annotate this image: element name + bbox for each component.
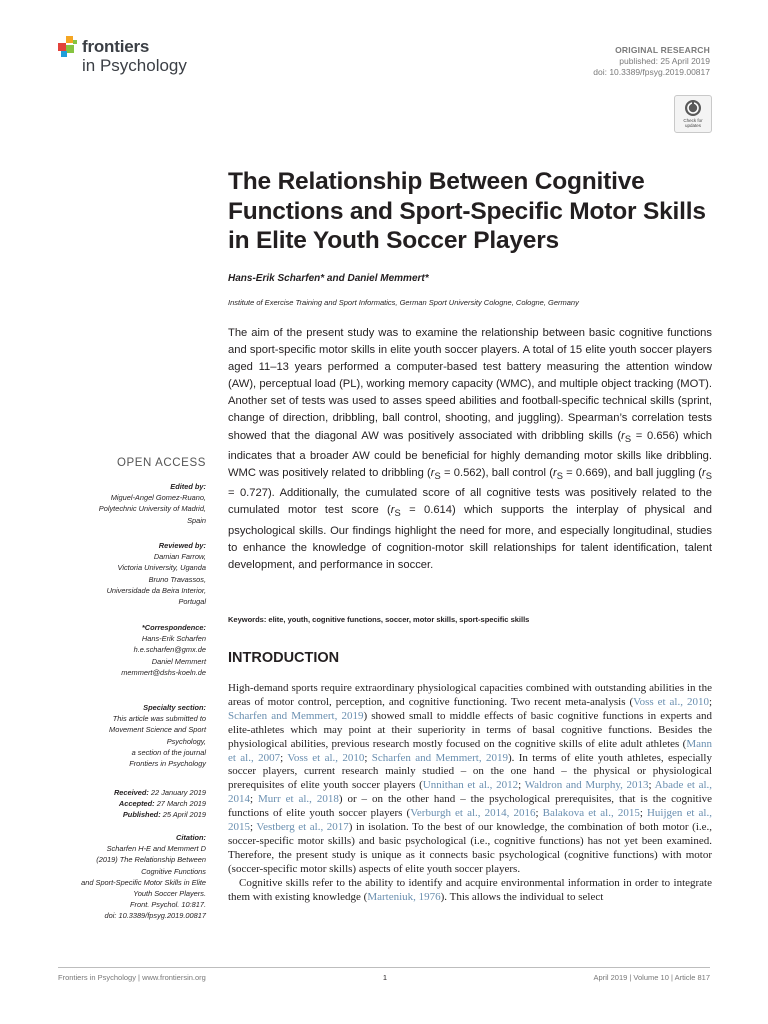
check-updates-icon — [684, 99, 702, 117]
check-badge-label: Check for updates — [683, 118, 703, 128]
citation-link[interactable]: Verburgh et al., 2014, 2016 — [410, 807, 536, 820]
citation-link[interactable]: Huijgen et al., 2015 — [228, 807, 712, 834]
specialty-section-text: This article was submitted to Movement Science and Sport Psychology, a section of the journal Frontiers in Psychology — [109, 714, 206, 769]
citation-link[interactable]: Abade et al., 2014 — [228, 779, 713, 806]
citation-link[interactable]: Marteniuk, 1976 — [367, 890, 441, 903]
intro-paragraph: Cognitive skills refer to the ability to identify and acquire environmental information in order to integrate them with existing knowledge (Marteniuk, 1976). This allows the individual to select — [228, 876, 712, 903]
intro-paragraph: High-demand sports require extraordinary physiological capacities combined with outstanding abilities in the areas of motor control, perception, and cognitive functioning. Two recent meta-analysis (Voss et al., 2010; Scharfen and Memmert, 2019) showed small to middle effects of basic cognitive functions in experts and elite-athletes which may point at their superiority in terms of basal cognitive functions. Besides the physiological abilities, previous research mostly focused on the cognitive skills of elite adult athletes (Mann et al., 2007; Voss et al., 2010; Scharfen and Memmert, 2019). In terms of elite youth athletes, especially soccer players, current research mainly studied – on the one hand – the physical or physiological prerequisites of elite youth soccer players (Unnithan et al., 2012; Waldron and Murphy, 2013; Abade et al., 2014; Murr et al., 2018) or – on the other hand – the psychological prerequisites, that is the cognitive functions of elite youth soccer players (Verburgh et al., 2014, 2016; Balakova et al., 2015; Huijgen et al., 2015; Vestberg et al., 2017) in isolation. To the best of our knowledge, the combination of both motor (i.e., soccer-specific motor skills) and basic psychological (i.e., cognitive functions) has not yet been examined. Therefore, the present study is unique as it connects basic psychological (cognitive functions) with motor (soccer-specific motor skills) aspects of elite youth soccer players. — [228, 682, 713, 875]
abstract: The aim of the present study was to examine the relationship between basic cognitive functions and sport-specific motor skills in elite youth soccer players. A total of 15 elite youth soccer players aged 11–13 years performed a computer-based test battery measuring the attention window (AW), perceptual load (PL), working memory capacity (WMC), and multiple object tracking (MOT). Another set of tests was used to asses speed abilities and football-specific technical skills (sprint, change of direction, dribbling, ball control, shooting, and juggling). Spearman’s correlation tests showed that the diagonal AW was positively associated with dribbling skills $(r_S = 0.656)$ which indicates that a broader AW could be beneficial for highly demanding motor skills like dribbling. WMC was positively related to dribbling $(r_S = 0.562)$, ball control $(r_S = 0.669)$, and ball juggling $(r_S = 0.727)$. Additionally, the cumulated score of all cognitive tests was positively related to the cumulated motor test score $(r_S = 0.614)$ which supports the interplay of physical and psychological skills. Our findings highlight the need for more, and especially longitudinal, studies to enhance the knowledge of cognition-motor skill relationships for talent identification, talent development, and performance in soccer. — [228, 327, 713, 571]
citation-link[interactable]: Unnithan et al., 2012 — [422, 779, 519, 792]
published-date-sidebar: Published: 25 April 2019 — [122, 810, 206, 820]
author-affiliation: Institute of Exercise Training and Sport Informatics, German Sport University Cologne, Cologne, Germany — [228, 298, 579, 307]
received-date: Received: 22 January 2019 — [113, 788, 206, 797]
check-for-updates-badge[interactable] — [674, 95, 712, 133]
citation-link[interactable]: Voss et al., 2010 — [287, 751, 365, 764]
frontiers-logo-icon — [58, 36, 82, 60]
open-access-label: OPEN ACCESS — [116, 457, 206, 469]
citation-link[interactable]: Balakova et al., 2015 — [542, 807, 640, 820]
published-date: published: 25 April 2019 — [619, 56, 710, 66]
edited-by-block — [58, 481, 206, 526]
journal-logo[interactable] — [58, 34, 218, 82]
correspondence-block — [58, 622, 206, 678]
correspondence-list: Hans-Erik Scharfen h.e.scharfen@gmx.de Daniel Memmert memmert@dshs-koeln.de — [58, 633, 206, 678]
footer-issue-info: April 2019 | Volume 10 | Article 817 — [593, 973, 710, 982]
specialty-section-block — [58, 702, 206, 769]
citation-label: Citation: — [176, 833, 206, 842]
introduction-body — [228, 682, 712, 905]
citation-link[interactable]: Voss et al., 2010 — [633, 695, 709, 708]
logo-wordmark: frontiers — [82, 37, 150, 56]
citation-link[interactable]: Murr et al., 2018 — [258, 793, 339, 806]
citation-link[interactable]: Mann et al., 2007 — [228, 737, 712, 764]
section-heading-introduction: INTRODUCTION — [228, 650, 340, 666]
logo-journal-name: in Psychology — [82, 56, 187, 75]
reviewer-list: Damian Farrow, Victoria University, Uganda Bruno Travassos, Universidade da Beira Interior, Portugal — [106, 552, 206, 607]
citation-link[interactable]: Vestberg et al., 2017 — [256, 821, 349, 834]
article-title: The Relationship Between Cognitive Functions and Sport-Specific Motor Skills in Elite Youth Soccer Players — [228, 168, 706, 254]
article-type: ORIGINAL RESEARCH — [615, 45, 710, 55]
edited-by-label: Edited by: — [170, 482, 206, 491]
editor-list: Miguel-Angel Gomez-Ruano, Polytechnic University of Madrid, Spain — [98, 493, 206, 525]
doi[interactable]: doi: 10.3389/fpsyg.2019.00817 — [593, 67, 710, 77]
footer-journal-link[interactable]: Frontiers in Psychology | www.frontiersin.org — [58, 973, 206, 982]
correspondence-label: *Correspondence: — [141, 623, 206, 632]
page-number: 1 — [382, 973, 388, 982]
citation-link[interactable]: Scharfen and Memmert, 2019 — [371, 751, 508, 764]
article-header-meta — [593, 45, 710, 78]
citation-link[interactable]: Waldron and Murphy, 2013 — [524, 779, 649, 792]
dates-block — [58, 787, 206, 821]
reviewed-by-block — [58, 540, 206, 607]
specialty-section-label: Specialty section: — [143, 703, 206, 712]
footer-divider — [58, 967, 710, 968]
accepted-date: Accepted: 27 March 2019 — [118, 799, 206, 809]
citation-link[interactable]: Scharfen and Memmert, 2019 — [228, 709, 364, 722]
article-authors: Hans-Erik Scharfen* and Daniel Memmert* — [228, 273, 429, 284]
citation-doi-link[interactable]: doi: 10.3389/fpsyg.2019.00817 — [104, 911, 206, 921]
email-link[interactable]: h.e.scharfen@gmx.de — [133, 645, 206, 655]
citation-block — [58, 832, 206, 922]
citation-text: Scharfen H-E and Memmert D (2019) The Relationship Between Cognitive Functions and Sport-Specific Motor Skills in Elite Youth Soccer Players. Front. Psychol. 10:817. doi: 10.3389/fpsyg.2019.00817 — [58, 843, 206, 921]
keywords: Keywords: elite, youth, cognitive functions, soccer, motor skills, sport-specific skills — [228, 615, 530, 624]
reviewed-by-label: Reviewed by: — [158, 541, 206, 550]
email-link[interactable]: memmert@dshs-koeln.de — [121, 667, 206, 677]
